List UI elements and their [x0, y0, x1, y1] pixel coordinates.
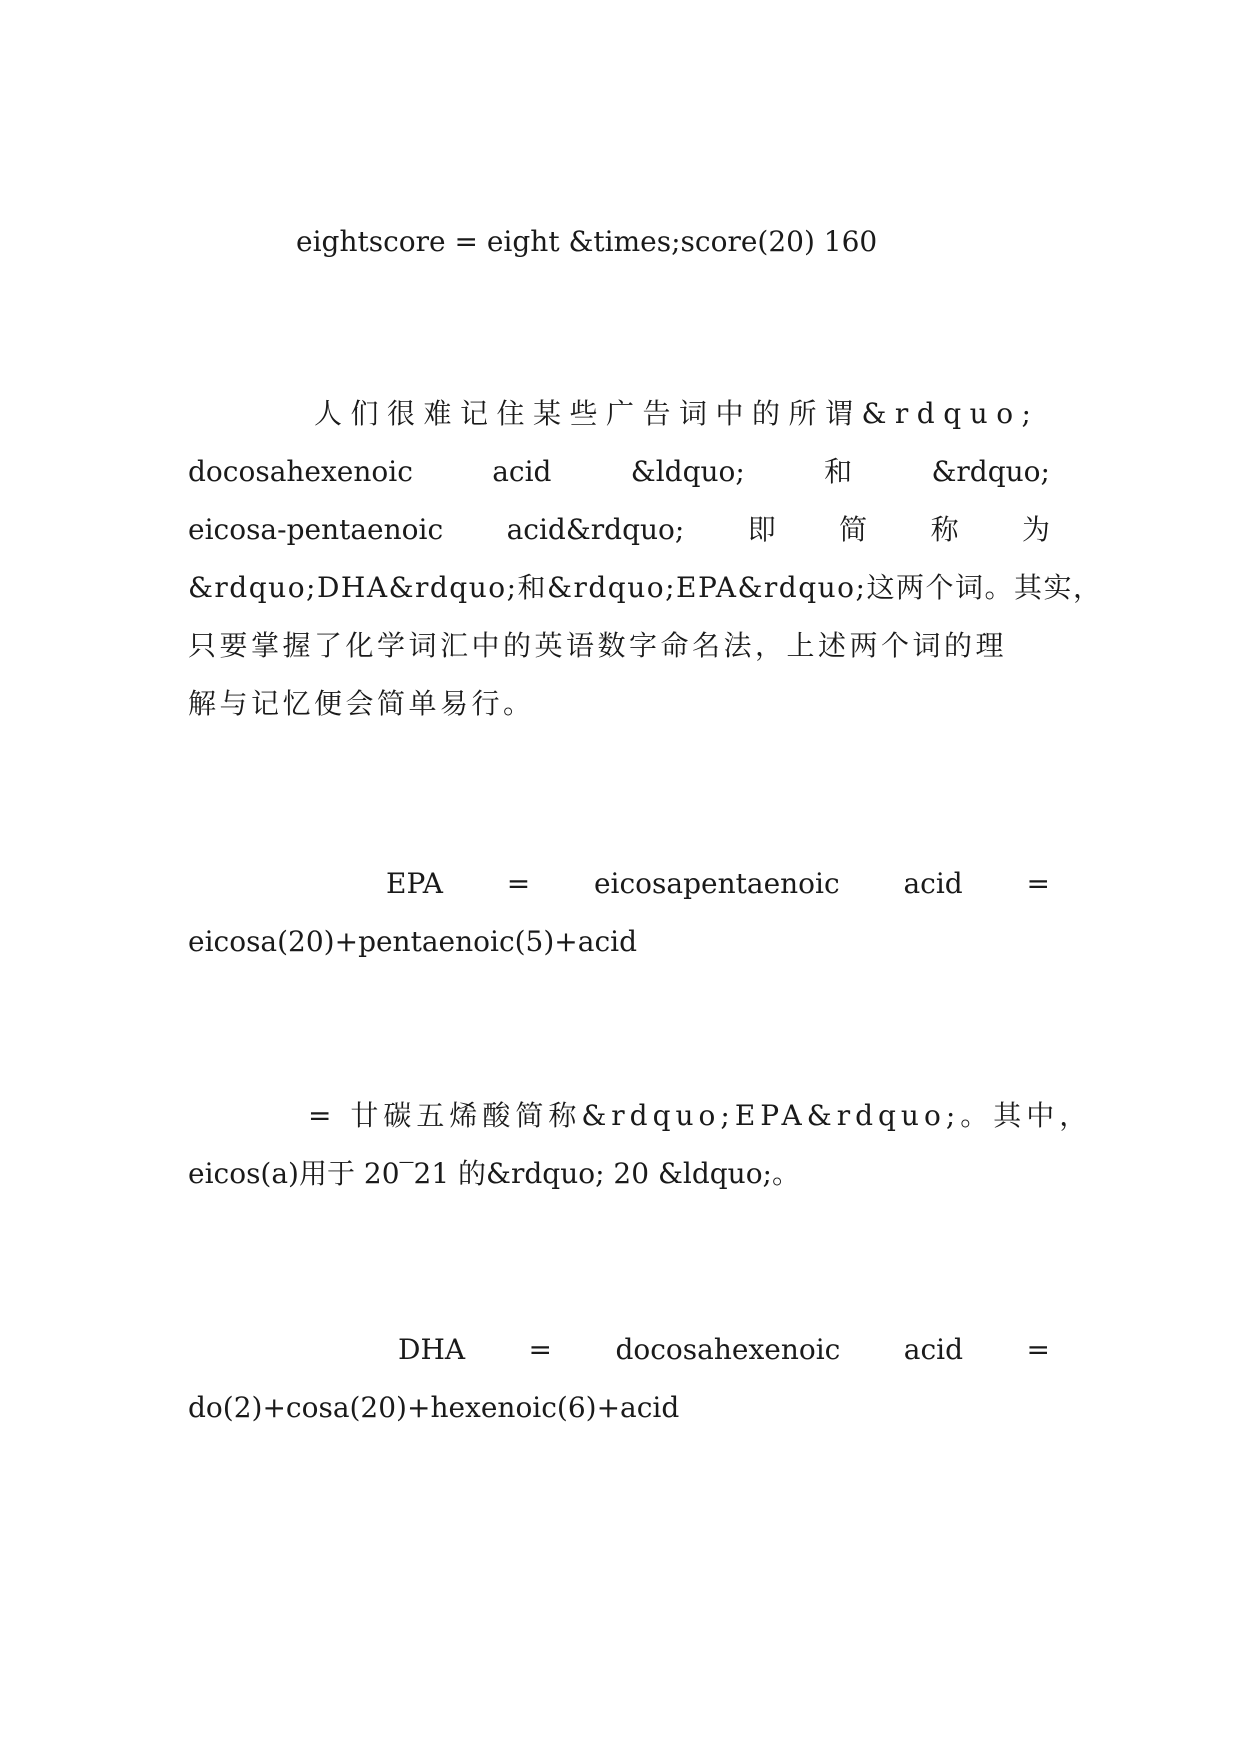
- formula-dha: [398, 1330, 1050, 1370]
- word: 即: [747, 513, 776, 546]
- word: acid&rdquo;: [506, 513, 685, 546]
- word: eicosapentaenoic: [593, 867, 840, 900]
- word: &ldquo;: [630, 455, 745, 488]
- formula-epa-expansion: eicosa(20)+pentaenoic(5)+acid: [188, 925, 638, 958]
- word: docosahexenoic: [188, 455, 413, 488]
- word: =: [506, 867, 531, 900]
- word: EPA: [386, 867, 443, 900]
- word: acid: [903, 867, 963, 900]
- word: &rdquo;: [931, 455, 1050, 488]
- word: eicosa-pentaenoic: [188, 513, 444, 546]
- formula-eightscore: eightscore = eight &times;score(20) 160: [296, 225, 878, 258]
- paragraph-line: [188, 452, 1050, 492]
- word: acid: [492, 455, 552, 488]
- word: 称: [930, 513, 959, 546]
- word: =: [1026, 1333, 1050, 1366]
- word: 为: [1021, 513, 1050, 546]
- paragraph-line: &rdquo;DHA&rdquo;和&rdquo;EPA&rdquo;这两个词。其实，: [188, 571, 1103, 604]
- formula-dha-expansion: do(2)+cosa(20)+hexenoic(6)+acid: [188, 1391, 680, 1424]
- word: =: [528, 1333, 553, 1366]
- word: 简: [839, 513, 868, 546]
- word: acid: [903, 1333, 964, 1366]
- formula-epa: [386, 864, 1050, 904]
- paragraph-line: 只要掌握了化学词汇中的英语数字命名法，上述两个词的理: [188, 629, 1008, 662]
- word: docosahexenoic: [615, 1333, 841, 1366]
- word: 和: [824, 455, 853, 488]
- paragraph-line: 人们很难记住某些广告词中的所谓&rdquo;: [314, 397, 1040, 430]
- word: DHA: [398, 1333, 466, 1366]
- paragraph-line: 解与记忆便会简单易行。: [188, 687, 535, 720]
- paragraph-line: = 廿碳五烯酸简称&rdquo;EPA&rdquo;。其中，: [308, 1099, 1093, 1132]
- word: =: [1026, 867, 1050, 900]
- paragraph-line: eicos(a)用于 20‾21 的&rdquo; 20 &ldquo;。: [188, 1157, 800, 1190]
- paragraph-line: [188, 510, 1050, 550]
